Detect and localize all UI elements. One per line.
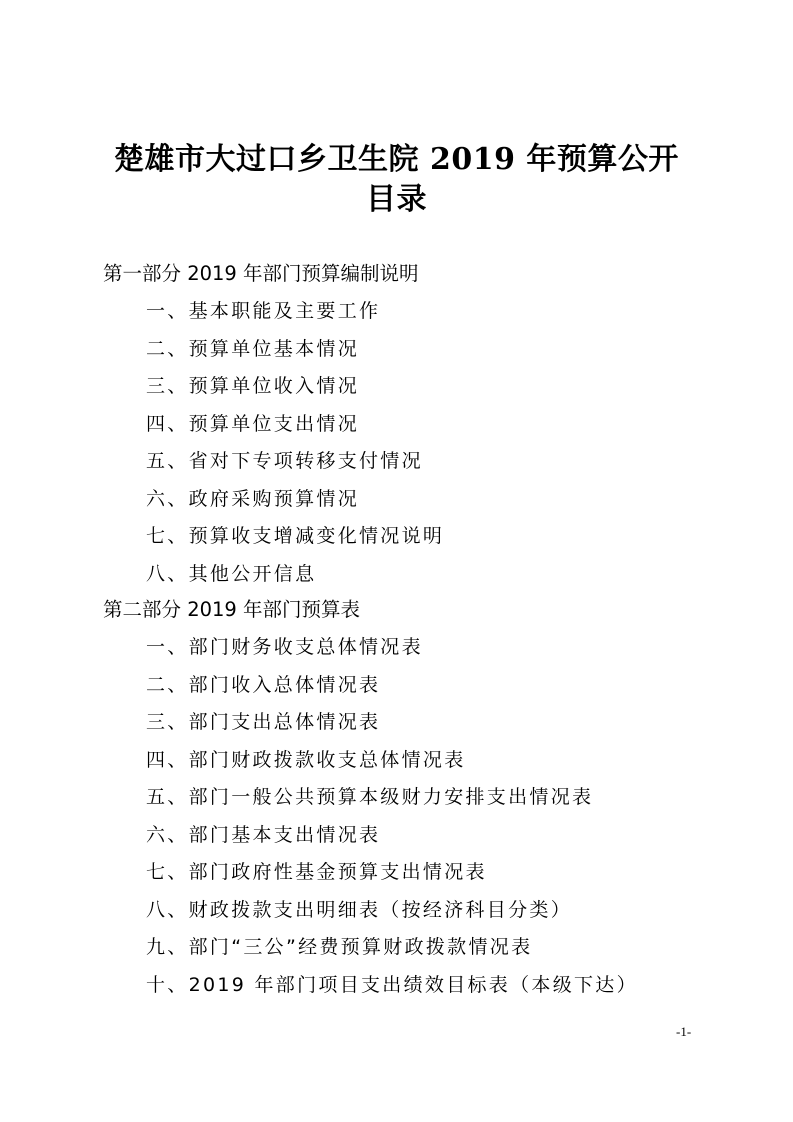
part2-item-10: 十、2019 年部门项目支出绩效目标表（本级下达） <box>146 974 638 996</box>
part1-item-6: 六、政府采购预算情况 <box>146 488 360 510</box>
part2-item-5: 五、部门一般公共预算本级财力安排支出情况表 <box>146 786 594 808</box>
part1-item-4: 四、预算单位支出情况 <box>146 413 360 435</box>
part2-item-1: 一、部门财务收支总体情况表 <box>146 636 423 658</box>
part2-heading: 第二部分 2019 年部门预算表 <box>103 598 361 621</box>
part2-item-4: 四、部门财政拨款收支总体情况表 <box>146 749 466 771</box>
part2-item-6: 六、部门基本支出情况表 <box>146 824 381 846</box>
part1-item-5: 五、省对下专项转移支付情况 <box>146 450 423 472</box>
page-number: -1- <box>676 1024 692 1039</box>
part1-item-1: 一、基本职能及主要工作 <box>146 300 381 322</box>
part1-item-2: 二、预算单位基本情况 <box>146 338 360 360</box>
part1-item-8: 八、其他公开信息 <box>146 563 317 585</box>
part2-item-7: 七、部门政府性基金预算支出情况表 <box>146 861 487 883</box>
document-subtitle: 目录 <box>366 182 427 217</box>
part2-item-2: 二、部门收入总体情况表 <box>146 674 381 696</box>
document-title: 楚雄市大过口乡卫生院 2019 年预算公开 <box>114 142 679 177</box>
part1-item-7: 七、预算收支增减变化情况说明 <box>146 525 445 547</box>
part2-item-8: 八、财政拨款支出明细表（按经济科目分类） <box>146 899 573 921</box>
part2-item-3: 三、部门支出总体情况表 <box>146 711 381 733</box>
part1-heading: 第一部分 2019 年部门预算编制说明 <box>103 262 419 285</box>
part2-item-9: 九、部门“三公”经费预算财政拨款情况表 <box>146 936 533 958</box>
part1-item-3: 三、预算单位收入情况 <box>146 375 360 397</box>
